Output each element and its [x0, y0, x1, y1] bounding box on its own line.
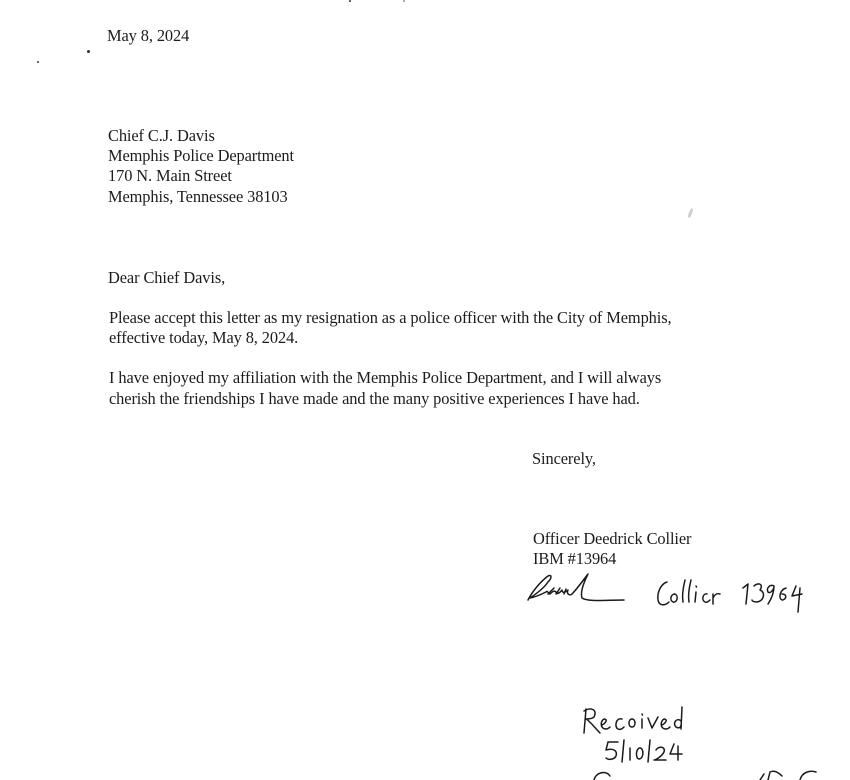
cutoff-handwriting-scribble	[590, 768, 820, 780]
recipient-name: Chief C.J. Davis	[108, 126, 215, 145]
signature-surname-scribble	[655, 578, 725, 610]
recipient-organization: Memphis Police Department	[108, 146, 294, 165]
signer-name: Officer Deedrick Collier	[533, 529, 692, 548]
paragraph-line: I have enjoyed my affiliation with the Memphis Police Department, and I will always	[109, 368, 662, 387]
scan-speck	[87, 50, 90, 53]
signer-ibm-number: IBM #13964	[533, 549, 617, 568]
paragraph-line: Please accept this letter as my resignation as a police officer with the City of Memphis,	[109, 308, 672, 327]
signature-number-text	[0, 0, 1, 1]
scan-smudge	[687, 208, 693, 218]
received-note-scribble	[580, 705, 685, 737]
letter-date: May 8, 2024	[107, 26, 190, 45]
recipient-city-state-zip: Memphis, Tennessee 38103	[108, 187, 288, 206]
salutation: Dear Chief Davis,	[108, 268, 226, 287]
scan-speck	[37, 61, 39, 63]
closing: Sincerely,	[532, 449, 596, 468]
signature-initials-scribble	[526, 570, 626, 610]
scan-speck	[349, 0, 351, 2]
signature-surname-text	[0, 0, 1, 1]
paragraph-line: effective today, May 8, 2024.	[109, 328, 299, 347]
signature-number-scribble	[740, 580, 805, 616]
received-date-scribble	[604, 738, 689, 764]
signature-initials-text	[0, 0, 1, 1]
received-date-text	[0, 0, 1, 1]
recipient-street: 170 N. Main Street	[108, 166, 232, 185]
paragraph-line: cherish the friendships I have made and the many positive experiences I have had.	[109, 389, 640, 408]
scan-speck	[403, 0, 405, 2]
received-note-text	[0, 0, 1, 1]
